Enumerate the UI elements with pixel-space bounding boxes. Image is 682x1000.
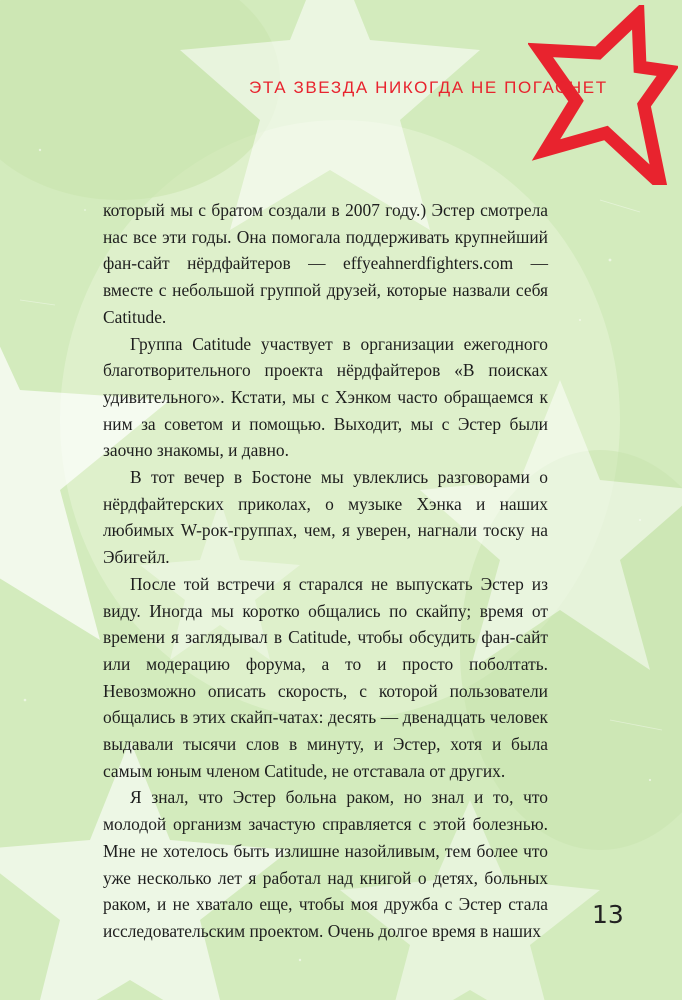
page-number: 13 (592, 900, 624, 929)
paragraph: В тот вечер в Бостоне мы увлеклись разговорами о нёрдфайтерских приколах, о музыке Хэнка и наших любимых W-рок-группах, чем, я уверен, нагнали тоску на Эбигейл. (103, 467, 548, 568)
running-header-title: ЭТА ЗВЕЗДА НИКОГДА НЕ ПОГАСНЕТ (249, 78, 608, 97)
paragraph: Группа Catitude участвует в организации ежегодного благотворительного проекта нёрдфайтеров «В поисках удивительного». Кстати, мы с Хэнком часто обращаемся к ним за советом и помощью. Выходит, мы с Эстер были заочно знакомы, и давно. (103, 333, 548, 461)
paragraph: Я знал, что Эстер больна раком, но знал и то, что молодой организм зачастую справляется с этой болезнью. Мне не хотелось быть излишне назойливым, тем более что уже несколько лет я работал над книгой о детях, больных раком, и не хватало еще, чтобы моя дружба с Эстер стала исследовательским проектом. Очень долгое время в наших (103, 787, 548, 941)
body-text (103, 197, 548, 945)
paragraph: После той встречи я старался не выпускать Эстер из виду. Иногда мы коротко общались по скайпу; время от времени я заглядывал в Catitude, чтобы обсудить фан-сайт или модерацию форума, а то и просто поболтать. Невозможно описать скорость, с которой пользователи общались в этих скайп-чатах: десять — двенадцать человек выдавали тысячи слов в минуту, и Эстер, хотя и была самым юным членом Catitude, не отставала от других. (103, 573, 548, 781)
paragraph: который мы с братом создали в 2007 году.) Эстер смотрела нас все эти годы. Она помогала поддерживать крупнейший фан-сайт нёрдфайтеров — effyeahnerdfighters.com — вместе с небольшой группой друзей, которые назвали себя Catitude. (103, 200, 548, 327)
